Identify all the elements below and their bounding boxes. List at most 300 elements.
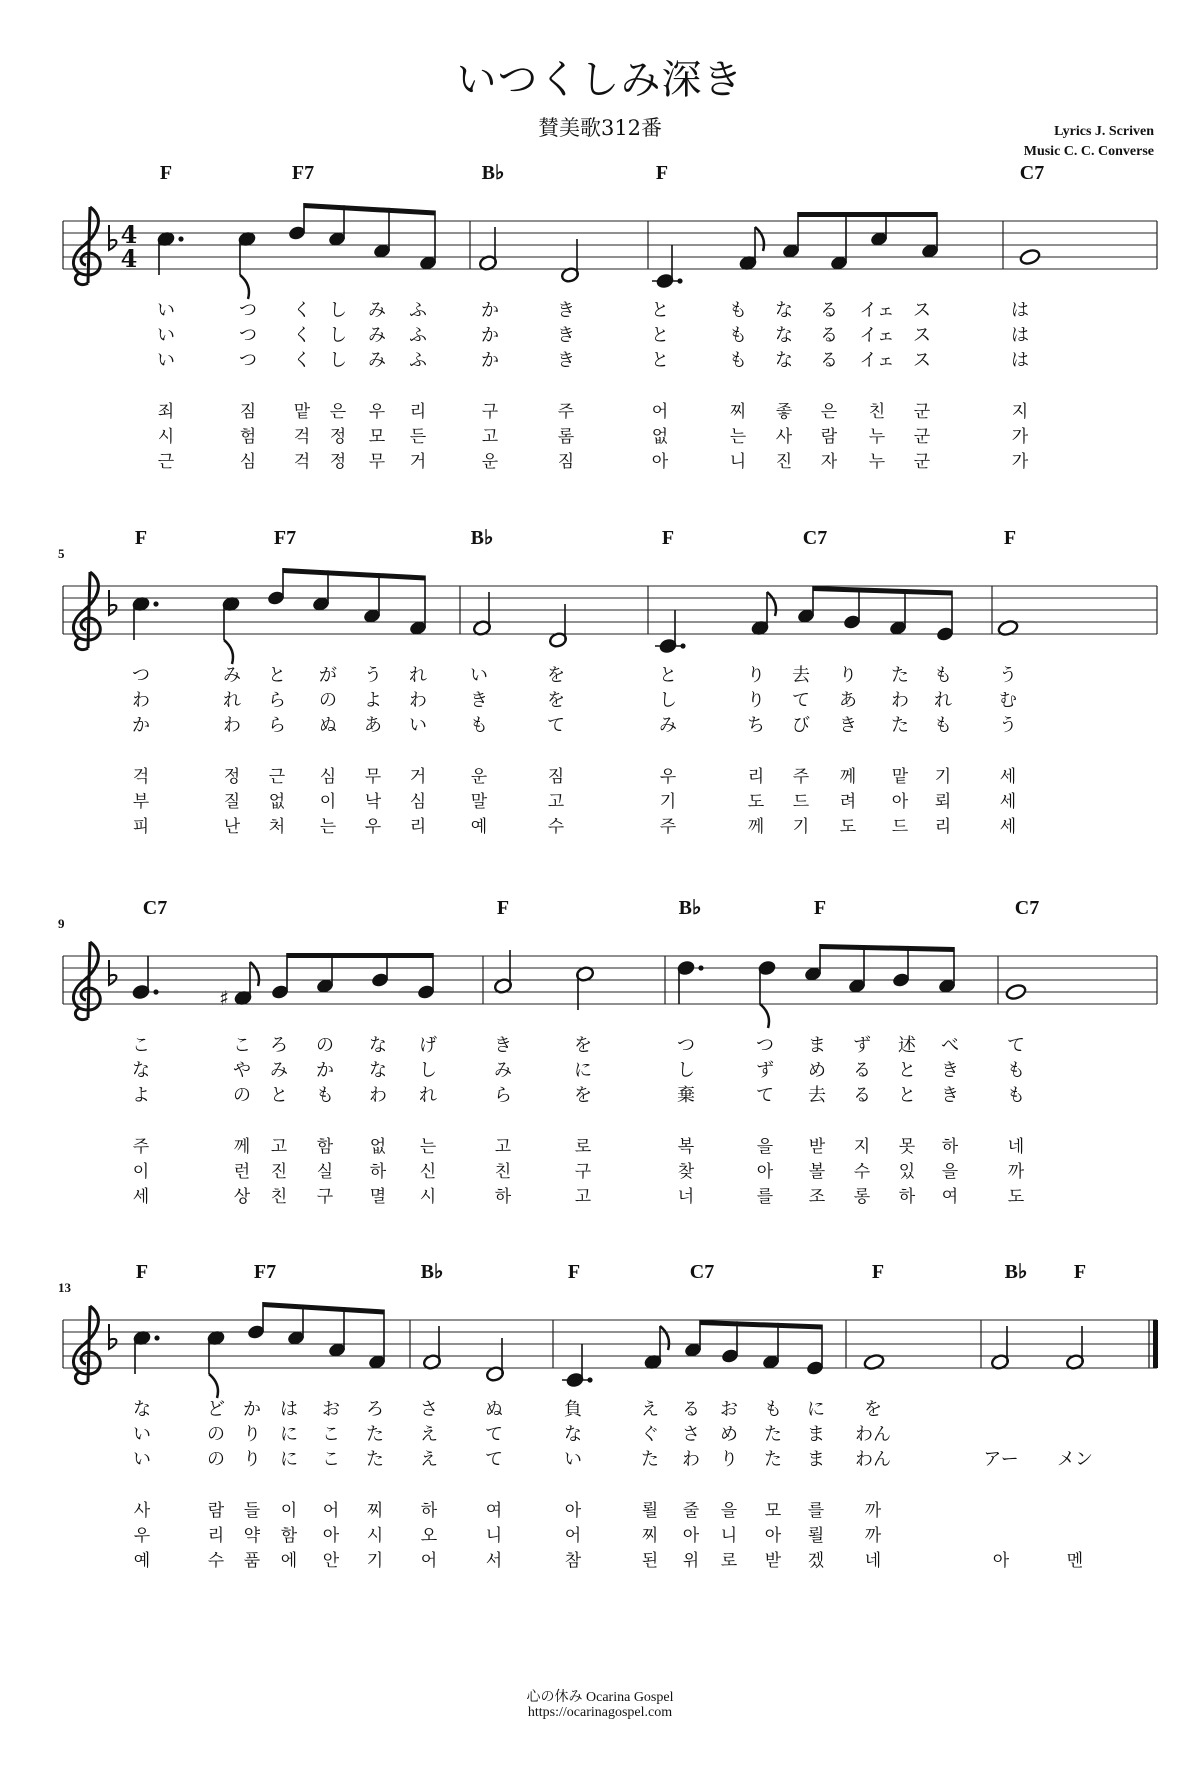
lyric-syllable-jp: ど: [207, 1399, 225, 1420]
lyric-syllable-jp: か: [481, 350, 499, 371]
lyric-syllable-kr: 세: [999, 767, 1017, 787]
lyric-syllable-kr: 군: [913, 452, 931, 472]
chord-symbol: C7: [1014, 897, 1040, 919]
lyric-syllable-kr: 까: [864, 1526, 882, 1546]
lyric-syllable-jp: る: [682, 1399, 700, 1420]
lyric-syllable-jp: い: [564, 1449, 582, 1470]
lyric-syllable-kr: 시: [419, 1187, 437, 1207]
lyric-syllable-jp: に: [280, 1424, 298, 1445]
lyric-syllable-kr: 함: [280, 1526, 298, 1546]
lyric-syllable-kr: 께: [839, 767, 857, 787]
lyric-syllable-kr: 받: [808, 1137, 826, 1157]
lyric-syllable-jp: て: [792, 690, 810, 711]
lyric-syllable-jp: に: [807, 1399, 825, 1420]
lyric-syllable-kr: 약: [243, 1526, 261, 1546]
lyric-syllable-jp: と: [651, 350, 669, 371]
treble-clef-icon: [73, 1306, 100, 1384]
lyric-syllable-jp: も: [1007, 1060, 1025, 1081]
lyric-syllable-jp: を: [574, 1035, 592, 1056]
note-dot: [587, 1377, 592, 1382]
lyric-syllable-kr: 리: [934, 817, 952, 837]
lyric-syllable-kr: 신: [419, 1162, 437, 1182]
lyric-syllable-jp: て: [485, 1424, 503, 1445]
lyric-syllable-jp: よ: [364, 690, 382, 711]
lyric-syllable-kr: 를: [807, 1501, 825, 1521]
lyric-syllable-kr: 정: [329, 452, 347, 472]
chord-symbol: B♭: [481, 162, 505, 184]
chord-symbol: F: [661, 527, 675, 549]
lyric-syllable-kr: 시: [366, 1526, 384, 1546]
lyric-syllable-kr: 우: [133, 1526, 151, 1546]
lyric-syllable-kr: 심: [409, 792, 427, 812]
lyric-syllable-kr: 뢸: [641, 1501, 659, 1521]
lyric-syllable-jp: も: [729, 350, 747, 371]
lyric-syllable-kr: 걱: [293, 427, 311, 447]
lyric-syllable-jp: か: [132, 715, 150, 736]
chord-symbol: B♭: [678, 897, 702, 919]
lyric-syllable-jp: い: [157, 325, 175, 346]
chord-symbol: F: [567, 1261, 581, 1283]
lyric-syllable-jp: と: [659, 665, 677, 686]
lyric-syllable-jp: も: [1007, 1085, 1025, 1106]
note-dot: [680, 643, 685, 648]
measure-number: 13: [58, 1280, 71, 1295]
lyric-syllable-kr: 상: [233, 1187, 251, 1207]
lyric-syllable-kr: 드: [891, 817, 909, 837]
lyric-syllable-kr: 기: [659, 792, 677, 812]
lyric-syllable-kr: 세: [999, 792, 1017, 812]
sharp-sign-icon: ♯: [219, 986, 229, 1010]
lyric-syllable-jp: び: [792, 715, 810, 736]
note-dot: [677, 278, 682, 283]
lyric-syllable-jp: き: [470, 690, 488, 711]
lyric-syllable-kr: 안: [322, 1551, 340, 1571]
lyric-syllable-jp: も: [934, 665, 952, 686]
lyric-syllable-jp: は: [1011, 300, 1029, 321]
lyric-syllable-kr: 예: [470, 817, 488, 837]
lyric-syllable-kr: 고: [494, 1137, 512, 1157]
lyric-syllable-jp: も: [316, 1085, 334, 1106]
lyric-syllable-kr: 걱: [132, 767, 150, 787]
lyric-syllable-jp: お: [322, 1399, 340, 1420]
lyric-syllable-kr: 아: [651, 452, 669, 472]
lyric-syllable-jp: イェ: [859, 350, 895, 371]
time-signature-bottom: 4: [120, 244, 138, 273]
lyric-syllable-kr: 은: [820, 402, 838, 422]
lyric-syllable-jp: ふ: [409, 350, 427, 371]
lyric-syllable-jp: た: [764, 1424, 782, 1445]
lyric-syllable-jp: か: [481, 300, 499, 321]
chord-symbol: C7: [802, 527, 828, 549]
lyric-syllable-kr: 들: [243, 1501, 261, 1521]
lyric-syllable-jp: し: [677, 1060, 695, 1081]
lyric-syllable-kr: 가: [1011, 452, 1029, 472]
page-title: いつくしみ深き: [456, 57, 744, 103]
chord-symbol: F: [1073, 1261, 1087, 1283]
lyric-syllable-kr: 가: [1011, 427, 1029, 447]
lyric-syllable-jp: 負: [564, 1399, 582, 1420]
lyric-syllable-jp: め: [808, 1060, 826, 1081]
note-dot: [178, 236, 183, 241]
lyric-syllable-kr: 수: [547, 817, 565, 837]
note-head: [1019, 248, 1041, 266]
lyric-syllable-kr: 근: [157, 452, 175, 472]
lyric-syllable-kr: 함: [316, 1137, 334, 1157]
lyric-syllable-jp: の: [207, 1424, 225, 1445]
lyric-syllable-kr: 아: [322, 1526, 340, 1546]
lyric-syllable-kr: 찾: [677, 1162, 695, 1182]
lyric-syllable-kr: 친: [494, 1162, 512, 1182]
lyric-syllable-jp: の: [207, 1449, 225, 1470]
lyric-syllable-kr: 는: [419, 1137, 437, 1157]
lyric-syllable-jp: こ: [322, 1424, 340, 1445]
lyric-syllable-kr: 아: [564, 1501, 582, 1521]
lyric-syllable-jp: わ: [223, 715, 241, 736]
lyric-syllable-jp: て: [547, 715, 565, 736]
lyric-syllable-kr: 모: [368, 427, 386, 447]
lyric-syllable-kr: 주: [132, 1137, 150, 1157]
lyric-syllable-kr: 니: [729, 452, 747, 472]
lyric-syllable-jp: イェ: [859, 300, 895, 321]
lyric-syllable-kr: 멘: [1066, 1551, 1084, 1571]
lyric-syllable-jp: み: [223, 665, 241, 686]
lyric-syllable-jp: さ: [420, 1399, 438, 1420]
lyric-syllable-kr: 주: [792, 767, 810, 787]
lyric-syllable-kr: 시: [157, 427, 175, 447]
lyric-syllable-kr: 찌: [366, 1501, 384, 1521]
lyric-syllable-kr: 무: [364, 767, 382, 787]
lyric-syllable-jp: わ: [891, 690, 909, 711]
lyric-syllable-kr: 참: [564, 1551, 582, 1571]
lyric-syllable-jp: な: [775, 300, 793, 321]
flat-sign-path: [109, 960, 117, 985]
lyric-syllable-jp: の: [233, 1085, 251, 1106]
lyric-syllable-kr: 를: [756, 1187, 774, 1207]
lyric-syllable-kr: 정: [223, 767, 241, 787]
lyric-syllable-jp: み: [659, 715, 677, 736]
lyric-syllable-jp: ま: [807, 1449, 825, 1470]
lyric-syllable-kr: 너: [677, 1187, 695, 1207]
lyric-syllable-jp: アー: [983, 1449, 1019, 1470]
lyric-syllable-jp: み: [368, 350, 386, 371]
lyric-syllable-jp: は: [280, 1399, 298, 1420]
lyric-syllable-jp: き: [941, 1060, 959, 1081]
note-flag: [250, 962, 259, 986]
lyric-syllable-jp: 述: [898, 1035, 916, 1056]
lyric-syllable-jp: あ: [364, 715, 382, 736]
lyric-syllable-jp: か: [316, 1060, 334, 1081]
lyric-syllable-jp: べ: [941, 1035, 959, 1056]
lyric-syllable-kr: 께: [747, 817, 765, 837]
lyric-syllable-jp: も: [934, 715, 952, 736]
treble-clef-path: [73, 572, 100, 650]
lyric-syllable-kr: 좋: [775, 402, 793, 422]
lyric-syllable-jp: な: [133, 1399, 151, 1420]
lyric-syllable-kr: 사: [775, 427, 793, 447]
note-flag: [755, 227, 764, 251]
lyric-syllable-jp: き: [557, 300, 575, 321]
lyric-syllable-jp: て: [1007, 1035, 1025, 1056]
lyric-syllable-kr: 실: [316, 1162, 334, 1182]
lyric-syllable-kr: 로: [720, 1551, 738, 1571]
chord-symbol: F: [135, 1261, 149, 1283]
lyric-syllable-kr: 리: [207, 1526, 225, 1546]
lyric-syllable-jp: ス: [913, 325, 931, 346]
lyric-syllable-kr: 누: [868, 452, 886, 472]
lyric-syllable-jp: な: [369, 1035, 387, 1056]
chord-symbol: C7: [142, 897, 168, 919]
treble-clef-icon: [73, 572, 100, 650]
lyric-syllable-jp: い: [470, 665, 488, 686]
lyric-syllable-jp: み: [494, 1060, 512, 1081]
note-beam: [820, 944, 954, 952]
lyric-syllable-jp: き: [839, 715, 857, 736]
lyric-syllable-kr: 드: [792, 792, 810, 812]
treble-clef-path: [73, 1306, 100, 1384]
flat-sign-path: [109, 225, 117, 250]
lyric-syllable-kr: 세: [132, 1187, 150, 1207]
lyric-syllable-kr: 멸: [369, 1187, 387, 1207]
lyric-syllable-jp: え: [420, 1449, 438, 1470]
lyric-syllable-jp: た: [764, 1449, 782, 1470]
lyric-syllable-jp: と: [898, 1085, 916, 1106]
lyric-syllable-kr: 짐: [557, 452, 575, 472]
lyric-syllable-jp: た: [366, 1424, 384, 1445]
lyric-syllable-jp: の: [319, 690, 337, 711]
lyric-syllable-kr: 도: [1007, 1187, 1025, 1207]
lyric-syllable-kr: 모: [764, 1501, 782, 1521]
lyric-syllable-jp: る: [853, 1085, 871, 1106]
lyric-syllable-kr: 아: [756, 1162, 774, 1182]
note-head: [1005, 983, 1027, 1001]
lyric-syllable-kr: 리: [747, 767, 765, 787]
lyric-syllable-jp: り: [839, 665, 857, 686]
lyric-syllable-jp: つ: [239, 350, 257, 371]
lyric-syllable-jp: な: [564, 1424, 582, 1445]
lyric-syllable-jp: わ: [132, 690, 150, 711]
lyric-syllable-kr: 예: [133, 1551, 151, 1571]
lyric-syllable-kr: 피: [132, 817, 150, 837]
measure-number: 5: [58, 546, 65, 561]
lyric-syllable-jp: た: [366, 1449, 384, 1470]
lyric-syllable-jp: が: [319, 665, 337, 686]
lyric-syllable-kr: 수: [207, 1551, 225, 1571]
lyric-syllable-jp: き: [494, 1035, 512, 1056]
lyric-syllable-jp: み: [270, 1060, 288, 1081]
lyric-syllable-jp: わ: [369, 1085, 387, 1106]
chord-symbol: F7: [253, 1261, 277, 1283]
lyric-syllable-kr: 거: [409, 452, 427, 472]
lyric-syllable-kr: 여: [941, 1187, 959, 1207]
lyric-syllable-kr: 심: [319, 767, 337, 787]
lyric-syllable-jp: を: [574, 1085, 592, 1106]
lyric-syllable-kr: 못: [898, 1137, 916, 1157]
flat-sign-path: [109, 590, 117, 615]
lyric-syllable-jp: て: [756, 1085, 774, 1106]
lyric-syllable-jp: ち: [747, 715, 765, 736]
lyric-syllable-jp: き: [557, 350, 575, 371]
lyric-syllable-kr: 람: [820, 427, 838, 447]
lyric-syllable-jp: お: [720, 1399, 738, 1420]
lyric-syllable-jp: わ: [409, 690, 427, 711]
lyric-syllable-jp: さ: [682, 1424, 700, 1445]
lyric-syllable-kr: 까: [864, 1501, 882, 1521]
time-signature-top: 4: [120, 220, 138, 249]
lyric-syllable-jp: つ: [677, 1035, 695, 1056]
lyric-syllable-kr: 있: [898, 1162, 916, 1182]
lyric-syllable-jp: み: [368, 300, 386, 321]
chord-symbol: F7: [291, 162, 315, 184]
lyric-syllable-jp: り: [747, 690, 765, 711]
final-barline-thick: [1153, 1320, 1158, 1368]
lyric-syllable-jp: い: [133, 1424, 151, 1445]
lyric-syllable-kr: 없: [369, 1137, 387, 1157]
treble-clef-icon: [73, 207, 100, 285]
chord-symbol: B♭: [470, 527, 494, 549]
lyric-syllable-kr: 진: [775, 452, 793, 472]
lyric-syllable-kr: 아: [992, 1551, 1010, 1571]
lyric-syllable-jp: く: [293, 300, 311, 321]
lyric-syllable-kr: 정: [329, 427, 347, 447]
lyric-syllable-kr: 기: [366, 1551, 384, 1571]
lyric-syllable-kr: 고: [270, 1137, 288, 1157]
lyric-syllable-kr: 롬: [557, 427, 575, 447]
chord-symbol: F: [813, 897, 827, 919]
lyric-syllable-kr: 리: [409, 402, 427, 422]
lyric-syllable-jp: た: [641, 1449, 659, 1470]
lyric-syllable-jp: よ: [132, 1085, 150, 1106]
lyric-syllable-kr: 아: [891, 792, 909, 812]
lyric-syllable-kr: 친: [270, 1187, 288, 1207]
lyric-syllable-jp: る: [820, 325, 838, 346]
lyric-syllable-jp: る: [853, 1060, 871, 1081]
lyric-syllable-kr: 우: [368, 402, 386, 422]
lyric-syllable-jp: き: [941, 1085, 959, 1106]
page-subtitle: 賛美歌312番: [537, 116, 663, 140]
lyric-syllable-jp: う: [999, 665, 1017, 686]
lyric-syllable-kr: 질: [223, 792, 241, 812]
lyric-syllable-kr: 수: [853, 1162, 871, 1182]
lyric-syllable-kr: 진: [270, 1162, 288, 1182]
chord-symbol: C7: [689, 1261, 715, 1283]
chord-symbol: F: [655, 162, 669, 184]
lyric-syllable-kr: 어: [322, 1501, 340, 1521]
lyric-syllable-kr: 이: [319, 792, 337, 812]
lyric-syllable-jp: も: [470, 715, 488, 736]
lyric-syllable-kr: 하: [420, 1501, 438, 1521]
lyric-syllable-jp: と: [651, 300, 669, 321]
lyric-syllable-kr: 이: [132, 1162, 150, 1182]
lyric-syllable-kr: 이: [280, 1501, 298, 1521]
lyric-syllable-jp: を: [547, 665, 565, 686]
lyric-syllable-kr: 사: [133, 1501, 151, 1521]
lyric-syllable-jp: し: [329, 325, 347, 346]
lyric-syllable-jp: い: [409, 715, 427, 736]
lyric-syllable-jp: な: [775, 350, 793, 371]
lyric-syllable-jp: や: [233, 1060, 251, 1081]
lyric-syllable-jp: の: [316, 1035, 334, 1056]
lyric-syllable-kr: 구: [481, 402, 499, 422]
lyric-syllable-kr: 고: [574, 1187, 592, 1207]
flat-sign-icon: [109, 225, 117, 250]
lyric-syllable-kr: 고: [481, 427, 499, 447]
lyric-syllable-kr: 조: [808, 1187, 826, 1207]
lyric-syllable-jp: き: [557, 325, 575, 346]
lyric-syllable-jp: た: [891, 715, 909, 736]
lyric-syllable-jp: ぬ: [319, 715, 337, 736]
lyric-syllable-kr: 하: [941, 1137, 959, 1157]
lyric-syllable-jp: ず: [756, 1060, 774, 1081]
lyric-syllable-kr: 기: [934, 767, 952, 787]
lyric-syllable-kr: 자: [820, 452, 838, 472]
flat-sign-path: [109, 1324, 117, 1349]
flat-sign-icon: [109, 960, 117, 985]
lyric-syllable-jp: も: [729, 325, 747, 346]
lyric-syllable-jp: ら: [494, 1085, 512, 1106]
lyric-syllable-jp: は: [1011, 350, 1029, 371]
lyric-syllable-jp: う: [999, 715, 1017, 736]
lyric-syllable-jp: む: [999, 690, 1017, 711]
chord-symbol: F: [496, 897, 510, 919]
lyric-syllable-jp: と: [651, 325, 669, 346]
lyric-syllable-jp: つ: [756, 1035, 774, 1056]
lyric-syllable-kr: 운: [481, 452, 499, 472]
lyric-syllable-jp: れ: [409, 665, 427, 686]
lyric-syllable-jp: と: [898, 1060, 916, 1081]
lyric-syllable-kr: 아: [682, 1526, 700, 1546]
lyric-syllable-jp: と: [268, 665, 286, 686]
lyric-syllable-jp: た: [891, 665, 909, 686]
note-flag: [760, 1004, 769, 1028]
lyric-syllable-jp: ス: [913, 300, 931, 321]
lyric-syllable-jp: え: [420, 1424, 438, 1445]
lyric-syllable-kr: 우: [364, 817, 382, 837]
lyric-syllable-kr: 받: [764, 1551, 782, 1571]
lyric-syllable-jp: ま: [807, 1424, 825, 1445]
lyric-syllable-jp: ろ: [270, 1035, 288, 1056]
lyric-syllable-kr: 군: [913, 402, 931, 422]
lyric-syllable-jp: つ: [239, 300, 257, 321]
lyric-syllable-jp: か: [481, 325, 499, 346]
treble-clef-path: [73, 207, 100, 285]
lyric-syllable-kr: 을: [941, 1162, 959, 1182]
lyric-syllable-kr: 구: [574, 1162, 592, 1182]
footer-url: https://ocarinagospel.com: [527, 1705, 673, 1720]
lyrics-credit: Lyrics J. Scriven: [1054, 124, 1154, 139]
lyric-syllable-jp: に: [280, 1449, 298, 1470]
note-dot: [698, 965, 703, 970]
note-flag: [660, 1326, 669, 1350]
note-flag: [209, 1374, 218, 1398]
lyric-syllable-kr: 까: [1007, 1162, 1025, 1182]
lyric-syllable-jp: と: [270, 1085, 288, 1106]
lyric-syllable-jp: し: [329, 350, 347, 371]
lyric-syllable-jp: い: [133, 1449, 151, 1470]
note-beam: [813, 586, 952, 596]
lyric-syllable-kr: 하: [494, 1187, 512, 1207]
lyric-syllable-kr: 어: [420, 1551, 438, 1571]
lyric-syllable-jp: こ: [132, 1035, 150, 1056]
lyric-syllable-kr: 은: [329, 402, 347, 422]
lyric-syllable-kr: 험: [239, 427, 257, 447]
lyric-syllable-kr: 심: [239, 452, 257, 472]
lyric-syllable-jp: は: [1011, 325, 1029, 346]
lyric-syllable-jp: な: [775, 325, 793, 346]
lyric-syllable-kr: 겠: [807, 1551, 825, 1571]
lyric-syllable-kr: 거: [409, 767, 427, 787]
lyric-syllable-kr: 에: [280, 1551, 298, 1571]
lyric-syllable-jp: て: [485, 1449, 503, 1470]
